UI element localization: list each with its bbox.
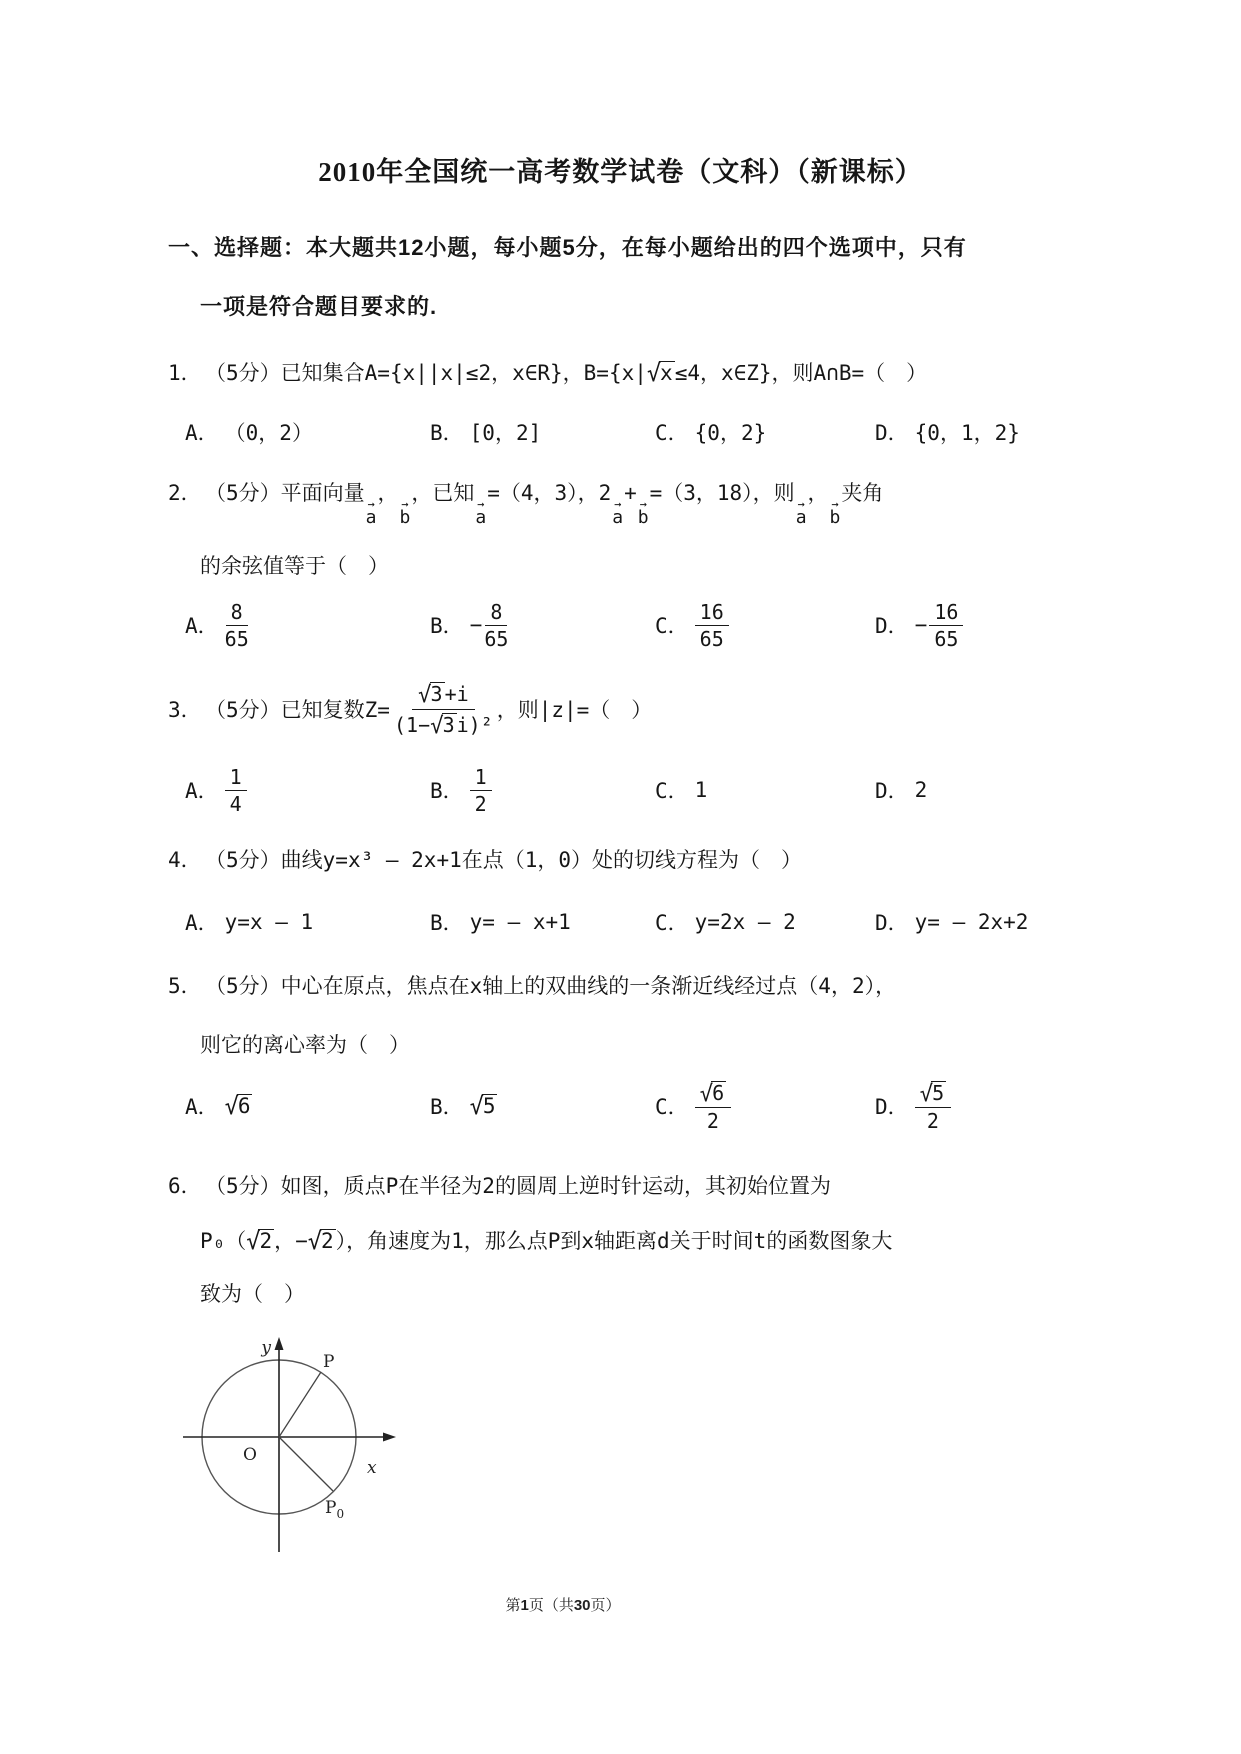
q1-option-a: A． （0，2） (185, 421, 313, 445)
vector-a: → a (612, 497, 624, 528)
fraction: $\frac{1}{4}$ (225, 765, 247, 815)
q1-option-c: C． {0，2} (655, 421, 767, 445)
q3-option-c: C． 1 (655, 778, 708, 803)
q2-option-c: C． $\frac{16}{65}$ (655, 600, 875, 650)
y-axis-label: y (261, 1338, 271, 1358)
q5-option-c: C． √ 6 2 (655, 1080, 875, 1131)
vector-a: → a (475, 497, 487, 528)
question-5-stem-line2: 则它的离心率为（ ） (200, 1033, 410, 1057)
sqrt-3: √ 3 (418, 681, 443, 708)
question-5-stem-line1: 5． （5分）中心在原点，焦点在x轴上的双曲线的一条渐近线经过点（4，2）， (168, 974, 897, 998)
sqrt-6: √ 6 (224, 1091, 251, 1120)
p0-label: $P_0$ (325, 1498, 345, 1521)
q2-option-a: A． $\frac{8}{65}$ (185, 600, 249, 651)
complex-fraction: √ 3 +i (1− √ 3 i)² (393, 681, 493, 739)
q5-option-b: B． √ 5 (430, 1091, 496, 1120)
question-4-options (0, 907, 1241, 937)
page-number: 1 (520, 1597, 529, 1614)
q5-option-d: D． √ 5 2 (875, 1080, 951, 1131)
vector-a: → a (795, 497, 807, 528)
q2-option-d: D． − $\frac{16}{65}$ (875, 600, 963, 650)
q4-option-a: A． y=x – 1 (185, 910, 314, 935)
fraction: $\frac{16}{65}$ (929, 600, 963, 650)
vector-b: → b (399, 497, 411, 528)
fraction: $\frac{8}{65}$ (224, 600, 249, 651)
fraction: $\frac{16}{65}$ (695, 600, 729, 650)
vector-a: → a (365, 497, 377, 528)
question-number: 1． (168, 361, 202, 385)
question-2-options (0, 585, 1241, 665)
origin-label: O (243, 1445, 257, 1465)
question-3-options (0, 754, 1241, 826)
sqrt-6: √ 6 (699, 1081, 725, 1108)
q5-option-a: A． √ 6 (185, 1091, 251, 1120)
question-1-stem: 1． （5分）已知集合A={x||x|≤2，x∈R}，B={x| √ x ≤4，x∈Z}，则A∩B=（ ） (168, 359, 928, 387)
x-axis-label: x (367, 1458, 377, 1478)
q3-option-d: D． 2 (875, 778, 928, 803)
sqrt-x: √ x (646, 359, 673, 387)
total-pages: 30 (573, 1597, 591, 1614)
question-2-stem-line1: 2． （5分）平面向量 → a ， → b ，已知 → a =（4，3），2 → a + → b =（3，18），则 → a ， → b 夹角 (168, 481, 884, 528)
radius-to-p (279, 1372, 321, 1437)
question-4-stem: 4． （5分）曲线y=x³ – 2x+1在点（1，0）处的切线方程为（ ） (168, 848, 803, 872)
sqrt-3: √ 3 (430, 712, 455, 739)
x-axis-arrow (383, 1433, 396, 1442)
question-1-options (0, 417, 1241, 447)
sqrt-5: √ 5 (919, 1081, 945, 1108)
vector-b: → b (637, 497, 649, 528)
exam-title: 2010年全国统一高考数学试卷（文科）（新课标） (318, 157, 923, 187)
q3-option-a: A． $\frac{1}{4}$ (185, 765, 430, 815)
sqrt-2: √ 2 (246, 1227, 273, 1255)
fraction: $\frac{8}{65}$ (484, 600, 509, 651)
fraction: √ 5 2 (915, 1080, 952, 1131)
p-label: P (323, 1352, 335, 1372)
radius-to-p0 (279, 1437, 333, 1491)
sqrt-2: √ 2 (307, 1227, 334, 1255)
question-2-stem-line2: 的余弦值等于（ ） (200, 554, 389, 578)
q3-option-b: B． $\frac{1}{2}$ (430, 765, 655, 815)
question-6-stem-line3: 致为（ ） (200, 1282, 305, 1306)
vector-b: → b (829, 497, 841, 528)
question-6-stem-line1: 6． （5分）如图，质点P在半径为2的圆周上逆时针运动，其初始位置为 (168, 1174, 831, 1198)
fraction: √ 6 2 (695, 1080, 732, 1131)
q1-option-d: D． {0，1，2} (875, 421, 1020, 445)
section-heading-line2: 一项是符合题目要求的. (200, 294, 438, 319)
y-axis-arrow (275, 1337, 284, 1350)
section-heading-line1: 一、选择题：本大题共12小题，每小题5分，在每小题给出的四个选项中，只有 (168, 235, 967, 260)
question-6-stem-line2: P₀（ √ 2 ，− √ 2 ），角速度为1，那么点P到x轴距离d关于时间t的函数图象大 (200, 1227, 893, 1255)
circle-diagram (175, 1336, 405, 1564)
page-footer: 第1页（共30页） (505, 1597, 621, 1614)
question-5-options (0, 1071, 1241, 1141)
circle-diagram-svg (175, 1336, 405, 1564)
question-3-stem: 3． （5分） 已知复数Z= √ 3 +i (1− √ 3 i)² ，则|z|=（ ） (168, 681, 653, 739)
q4-option-b: B． y= – x+1 (430, 910, 571, 935)
q4-option-d: D． y= – 2x+2 (875, 910, 1029, 935)
q1-option-b: B． [0，2] (430, 421, 542, 445)
fraction: $\frac{1}{2}$ (470, 765, 492, 815)
q4-option-c: C． y=2x – 2 (655, 910, 796, 935)
sqrt-5: √ 5 (469, 1091, 496, 1120)
q2-option-b: B． − $\frac{8}{65}$ (430, 600, 509, 651)
